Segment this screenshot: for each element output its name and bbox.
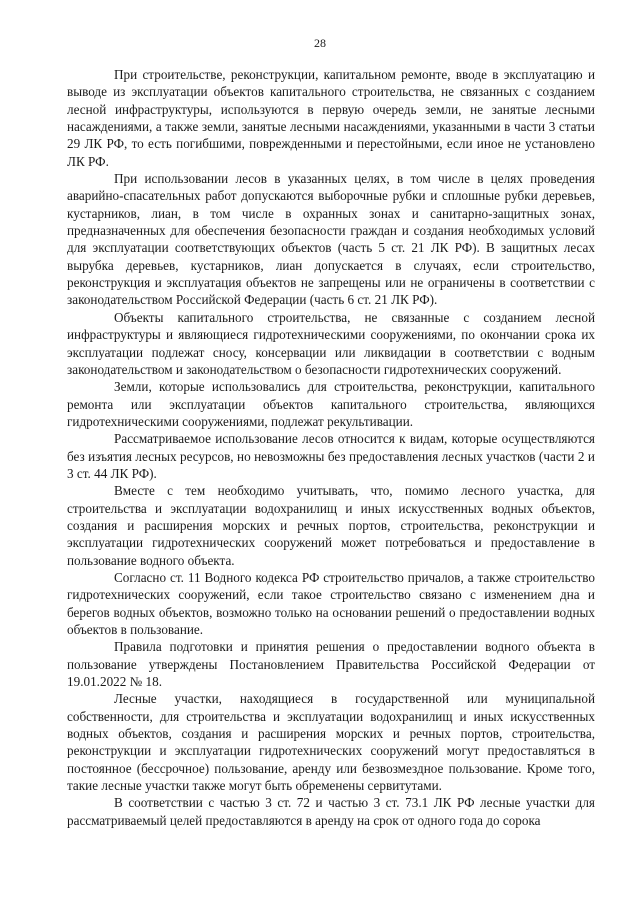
paragraph: Согласно ст. 11 Водного кодекса РФ строительство причалов, а также строительство гидротехнических сооружений, если такое строительство связано с изменением дна и берегов водных объектов, возможно только на основании решений о предоставлении водных объектов в пользование.	[67, 569, 595, 637]
paragraph: Правила подготовки и принятия решения о предоставлении водного объекта в пользование утверждены Постановлением Правительства Российской Федерации от 19.01.2022 № 18.	[67, 639, 595, 690]
paragraph: Рассматриваемое использование лесов относится к видам, которые осуществляются без изъятия лесных ресурсов, но невозможны без предоставления лесных участков (части 2 и 3 ст. 44 ЛК РФ).	[67, 431, 595, 481]
paragraph: В соответствии с частью 3 ст. 72 и частью 3 ст. 73.1 ЛК РФ лесные участки для рассматриваемый целей предоставляются в аренду на срок от одного года до сорока	[67, 795, 595, 828]
paragraph: Вместе с тем необходимо учитывать, что, помимо лесного участка, для строительства и эксплуатации водохранилищ и иных искусственных водных объектов, создания и расширения морских и речных портов, строительства, реконструкции и эксплуатации гидротехнических сооружений может потребоваться и предоставление в пользование водного объекта.	[67, 483, 595, 568]
paragraph: Земли, которые использовались для строительства, реконструкции, капитального ремонта или эксплуатации объектов капитального строительства, являющихся гидротехническими сооружениями, подлежат рекультивации.	[67, 379, 595, 429]
page-number: 28	[314, 36, 326, 50]
paragraph: При использовании лесов в указанных целях, в том числе в целях проведения аварийно-спасательных работ допускаются выборочные рубки и сплошные рубки деревьев, кустарников, лиан, в том числе в охранных зонах и санитарно-защитных зонах, предназначенных для обеспечения безопасности граждан и создания необходимых условий для эксплуатации соответствующих объектов (часть 5 ст. 21 ЛК РФ). В защитных лесах вырубка деревьев, кустарников, лиан допускается в случаях, если строительство, реконструкция и эксплуатация объектов не запрещены или не ограничены в соответствии с законодательством Российской Федерации (часть 6 ст. 21 ЛК РФ).	[67, 171, 595, 308]
paragraph: Лесные участки, находящиеся в государственной или муниципальной собственности, для строительства и эксплуатации водохранилищ и иных искусственных водных объектов, создания и расширения морских и речных портов, строительства, реконструкции и эксплуатации гидротехнических сооружений могут предоставляться в постоянное (бессрочное) пользование, аренду или безвозмездное пользование. Кроме того, такие лесные участки также могут быть обременены сервитутами.	[67, 691, 595, 794]
paragraph: При строительстве, реконструкции, капитальном ремонте, вводе в эксплуатацию и выводе из эксплуатации объектов капитального строительства, не связанных с созданием лесной инфраструктуры, используются в первую очередь земли, не занятые лесными насаждениями, а также земли, занятые лесными насаждениями, указанными в части 3 статьи 29 ЛК РФ, то есть погибшими, поврежденными и перестойными, если иное не установлено ЛК РФ.	[67, 67, 595, 169]
document-body	[67, 66, 595, 829]
paragraph: Объекты капитального строительства, не связанные с созданием лесной инфраструктуры и являющиеся гидротехническими сооружениями, по окончании срока их эксплуатации подлежат сносу, консервации или ликвидации в соответствии с водным законодательством и законодательством о безопасности гидротехнических сооружений.	[67, 309, 595, 377]
